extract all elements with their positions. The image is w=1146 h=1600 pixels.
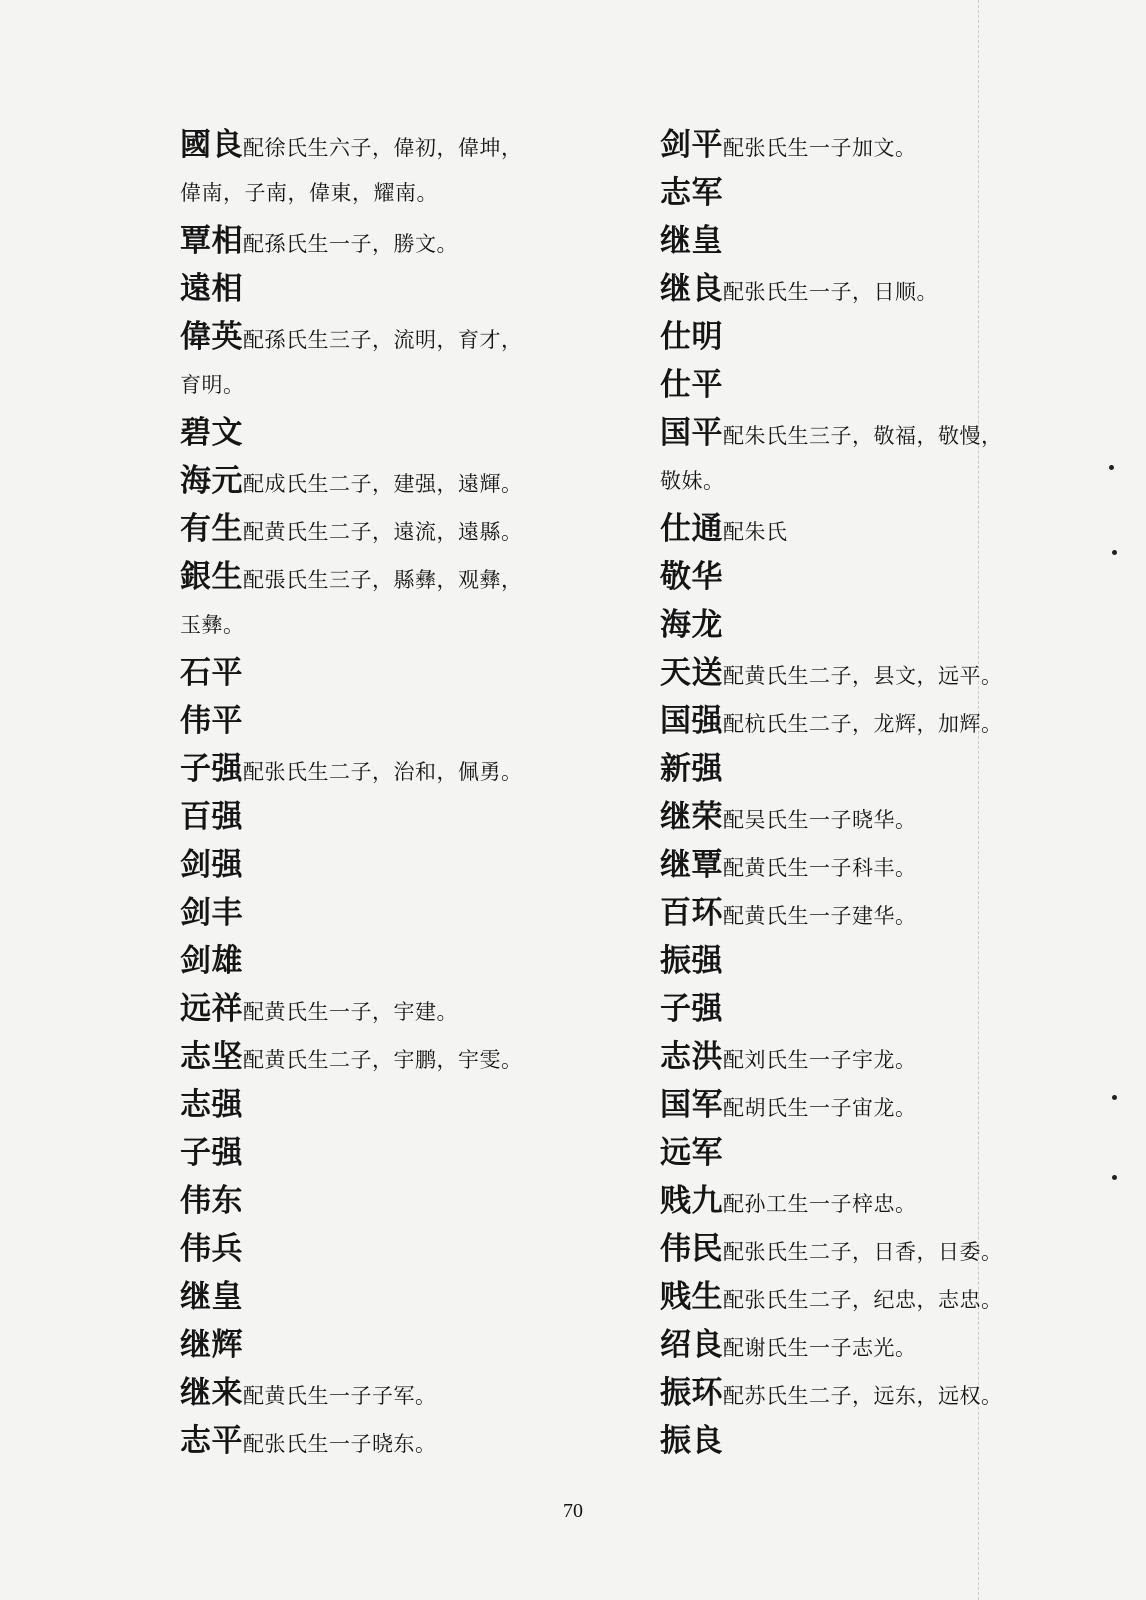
entry-line: [660, 937, 1060, 985]
scan-speck: [1112, 1095, 1117, 1100]
person-name: 志坚: [180, 1039, 243, 1075]
entry-line: [180, 937, 600, 985]
person-detail: 配黄氏生一子子军。: [243, 1384, 437, 1408]
person-name: 剑丰: [180, 895, 243, 931]
entry-line: [180, 217, 600, 265]
genealogy-entry: [660, 361, 1060, 409]
entry-line: [660, 265, 1060, 313]
entry-line: [180, 793, 600, 841]
person-name: 继良: [660, 271, 723, 307]
person-name: 敬华: [660, 559, 723, 595]
person-name: 远军: [660, 1135, 723, 1171]
person-name: 继荣: [660, 799, 723, 835]
genealogy-entry: [180, 265, 600, 313]
person-name: 继辉: [180, 1327, 243, 1363]
person-detail: 配刘氏生一子宇龙。: [723, 1048, 917, 1072]
entry-line: [660, 505, 1060, 553]
entry-line: [180, 697, 600, 745]
genealogy-entry: [180, 1177, 600, 1225]
person-detail: 配孫氏生一子，勝文。: [243, 232, 458, 256]
person-name: 志强: [180, 1087, 243, 1123]
entry-line: [180, 841, 600, 889]
entry-line: [180, 313, 600, 361]
person-name: 志洪: [660, 1039, 723, 1075]
person-name: 碧文: [180, 415, 243, 451]
genealogy-entry: [180, 1033, 600, 1081]
person-name: 继来: [180, 1375, 243, 1411]
person-name: 仕平: [660, 367, 723, 403]
person-detail: 配張氏生三子，縣彝，观彝，: [243, 568, 523, 592]
entry-line: [180, 649, 600, 697]
entry-line: [660, 1129, 1060, 1177]
person-detail: 配黄氏生二子，宇鹏，宇雯。: [243, 1048, 523, 1072]
entry-line: [180, 1177, 600, 1225]
entry-line: [660, 553, 1060, 601]
genealogy-entry: [660, 169, 1060, 217]
person-name: 仕通: [660, 511, 723, 547]
entry-line: [180, 1417, 600, 1465]
person-name: 绍良: [660, 1327, 723, 1363]
person-name: 志军: [660, 175, 723, 211]
person-name: 剑强: [180, 847, 243, 883]
person-detail: 配张氏生一子晓东。: [243, 1432, 437, 1456]
person-name: 仕明: [660, 319, 723, 355]
genealogy-entry: [660, 745, 1060, 793]
person-name: 继皇: [660, 223, 723, 259]
genealogy-entry: [660, 553, 1060, 601]
entry-line: [660, 889, 1060, 937]
entry-line: [660, 1369, 1060, 1417]
genealogy-entry: [660, 505, 1060, 553]
person-detail-continued: 敬妹。: [660, 469, 725, 493]
genealogy-entry: [660, 409, 1060, 505]
entry-line: [660, 217, 1060, 265]
genealogy-entry: [660, 1273, 1060, 1321]
person-detail: 配朱氏生三子，敬福，敬慢，: [723, 424, 1003, 448]
genealogy-entry: [660, 313, 1060, 361]
person-name: 天送: [660, 655, 723, 691]
person-detail: 配张氏生二子，纪忠，志忠。: [723, 1288, 1003, 1312]
genealogy-entry: [180, 1081, 600, 1129]
genealogy-entry: [180, 409, 600, 457]
page-number: 70: [563, 1500, 583, 1522]
genealogy-entry: [660, 1321, 1060, 1369]
genealogy-entry: [660, 649, 1060, 697]
person-name: 振强: [660, 943, 723, 979]
person-detail: 配徐氏生六子，偉初，偉坤，: [243, 136, 523, 160]
genealogy-entry: [180, 649, 600, 697]
person-name: 子强: [180, 1135, 243, 1171]
entry-line: [180, 265, 600, 313]
entry-line: [180, 889, 600, 937]
genealogy-entry: [180, 1273, 600, 1321]
genealogy-entry: [180, 1225, 600, 1273]
entry-line: [660, 409, 1060, 457]
genealogy-entry: [660, 697, 1060, 745]
entry-line: [660, 1321, 1060, 1369]
genealogy-entry: [180, 793, 600, 841]
person-detail: 配黄氏生一子科丰。: [723, 856, 917, 880]
genealogy-entry: [660, 793, 1060, 841]
genealogy-entry: [180, 697, 600, 745]
entry-line: [180, 1369, 600, 1417]
entry-line: [180, 1129, 600, 1177]
genealogy-entry: [660, 937, 1060, 985]
person-name: 國良: [180, 127, 243, 163]
entry-line: [180, 1273, 600, 1321]
entry-line: [180, 1225, 600, 1273]
entry-line: [660, 169, 1060, 217]
person-detail: 配黄氏生一子，宇建。: [243, 1000, 458, 1024]
person-detail: 配朱氏: [723, 520, 788, 544]
entry-line: [660, 793, 1060, 841]
genealogy-entry: [660, 841, 1060, 889]
entry-line: [180, 121, 600, 169]
entry-line: [660, 121, 1060, 169]
person-detail: 配杭氏生二子，龙辉，加辉。: [723, 712, 1003, 736]
person-detail: 配张氏生一子，日顺。: [723, 280, 938, 304]
genealogy-entry: [180, 313, 600, 409]
person-name: 剑平: [660, 127, 723, 163]
genealogy-entry: [180, 985, 600, 1033]
scan-speck: [1109, 465, 1114, 470]
genealogy-entry: [180, 889, 600, 937]
person-name: 海龙: [660, 607, 723, 643]
genealogy-entry: [180, 841, 600, 889]
genealogy-entry: [180, 745, 600, 793]
person-name: 伟民: [660, 1231, 723, 1267]
entry-line: [660, 697, 1060, 745]
genealogy-entry: [180, 217, 600, 265]
genealogy-entry: [180, 1369, 600, 1417]
genealogy-entry: [180, 1321, 600, 1369]
entry-line: [180, 1321, 600, 1369]
person-name: 国平: [660, 415, 723, 451]
genealogy-entry: [660, 889, 1060, 937]
entry-line: [180, 1081, 600, 1129]
entry-line: [660, 361, 1060, 409]
person-detail: 配黄氏生二子，县文，远平。: [723, 664, 1003, 688]
person-name: 远祥: [180, 991, 243, 1027]
entry-line: [660, 985, 1060, 1033]
person-detail: 配吴氏生一子晓华。: [723, 808, 917, 832]
entry-line: [660, 1033, 1060, 1081]
person-name: 有生: [180, 511, 243, 547]
genealogy-entry: [660, 1177, 1060, 1225]
entry-line: [660, 601, 1060, 649]
person-detail: 配黄氏生二子，遠流，遠縣。: [243, 520, 523, 544]
entry-line: [660, 1225, 1060, 1273]
person-detail: 配张氏生二子，治和，佩勇。: [243, 760, 523, 784]
genealogy-entry: [660, 1417, 1060, 1465]
person-name: 新强: [660, 751, 723, 787]
person-name: 覃相: [180, 223, 243, 259]
person-detail-continued: 偉南，子南，偉東，耀南。: [180, 181, 438, 205]
person-name: 振环: [660, 1375, 723, 1411]
person-name: 振良: [660, 1423, 723, 1459]
person-name: 銀生: [180, 559, 243, 595]
scan-speck: [1112, 550, 1117, 555]
genealogy-entry: [660, 1225, 1060, 1273]
entry-line: [660, 649, 1060, 697]
person-detail-continued: 育明。: [180, 373, 245, 397]
left-column: [180, 121, 600, 1465]
genealogy-entry: [660, 601, 1060, 649]
entry-line: [660, 1273, 1060, 1321]
entry-line: [180, 409, 600, 457]
person-name: 遠相: [180, 271, 243, 307]
entry-line: [180, 553, 600, 601]
person-detail-continued: 玉彝。: [180, 613, 245, 637]
person-name: 子强: [660, 991, 723, 1027]
entry-line: [660, 313, 1060, 361]
entry-line: [180, 985, 600, 1033]
person-name: 百强: [180, 799, 243, 835]
person-detail: 配谢氏生一子志光。: [723, 1336, 917, 1360]
entry-line: [660, 841, 1060, 889]
genealogy-entry: [660, 1081, 1060, 1129]
person-name: 伟兵: [180, 1231, 243, 1267]
genealogy-entry: [180, 553, 600, 649]
person-name: 子强: [180, 751, 243, 787]
genealogy-entry: [660, 121, 1060, 169]
person-name: 海元: [180, 463, 243, 499]
person-detail: 配孙工生一子梓忠。: [723, 1192, 917, 1216]
person-name: 国军: [660, 1087, 723, 1123]
person-name: 志平: [180, 1423, 243, 1459]
entry-line: [180, 457, 600, 505]
right-column: [660, 121, 1060, 1465]
person-detail: 配张氏生二子，日香，日委。: [723, 1240, 1003, 1264]
person-name: 继皇: [180, 1279, 243, 1315]
entry-line: [660, 745, 1060, 793]
entry-line: [180, 745, 600, 793]
person-name: 伟东: [180, 1183, 243, 1219]
person-name: 剑雄: [180, 943, 243, 979]
person-name: 贱生: [660, 1279, 723, 1315]
genealogy-entry: [660, 265, 1060, 313]
entry-line: [660, 1081, 1060, 1129]
genealogy-entry: [660, 1129, 1060, 1177]
genealogy-entry: [180, 121, 600, 217]
person-name: 百环: [660, 895, 723, 931]
genealogy-entry: [180, 937, 600, 985]
entry-line: [180, 505, 600, 553]
person-detail: 配苏氏生二子，远东，远权。: [723, 1384, 1003, 1408]
genealogy-entry: [180, 1417, 600, 1465]
person-detail: 配黄氏生一子建华。: [723, 904, 917, 928]
entry-line: [660, 1177, 1060, 1225]
entry-line: [180, 1033, 600, 1081]
person-name: 石平: [180, 655, 243, 691]
genealogy-entry: [180, 457, 600, 505]
entry-line: [660, 1417, 1060, 1465]
person-detail: 配张氏生一子加文。: [723, 136, 917, 160]
genealogy-entry: [180, 1129, 600, 1177]
person-detail: 配胡氏生一子宙龙。: [723, 1096, 917, 1120]
person-detail: 配孫氏生三子，流明，育才，: [243, 328, 523, 352]
scan-speck: [1112, 1175, 1117, 1180]
person-name: 偉英: [180, 319, 243, 355]
genealogy-entry: [660, 217, 1060, 265]
person-name: 贱九: [660, 1183, 723, 1219]
genealogy-entry: [660, 1369, 1060, 1417]
genealogy-entry: [660, 985, 1060, 1033]
genealogy-entry: [660, 1033, 1060, 1081]
genealogy-entry: [180, 505, 600, 553]
person-detail: 配成氏生二子，建强，遠輝。: [243, 472, 523, 496]
person-name: 继覃: [660, 847, 723, 883]
person-name: 国强: [660, 703, 723, 739]
person-name: 伟平: [180, 703, 243, 739]
